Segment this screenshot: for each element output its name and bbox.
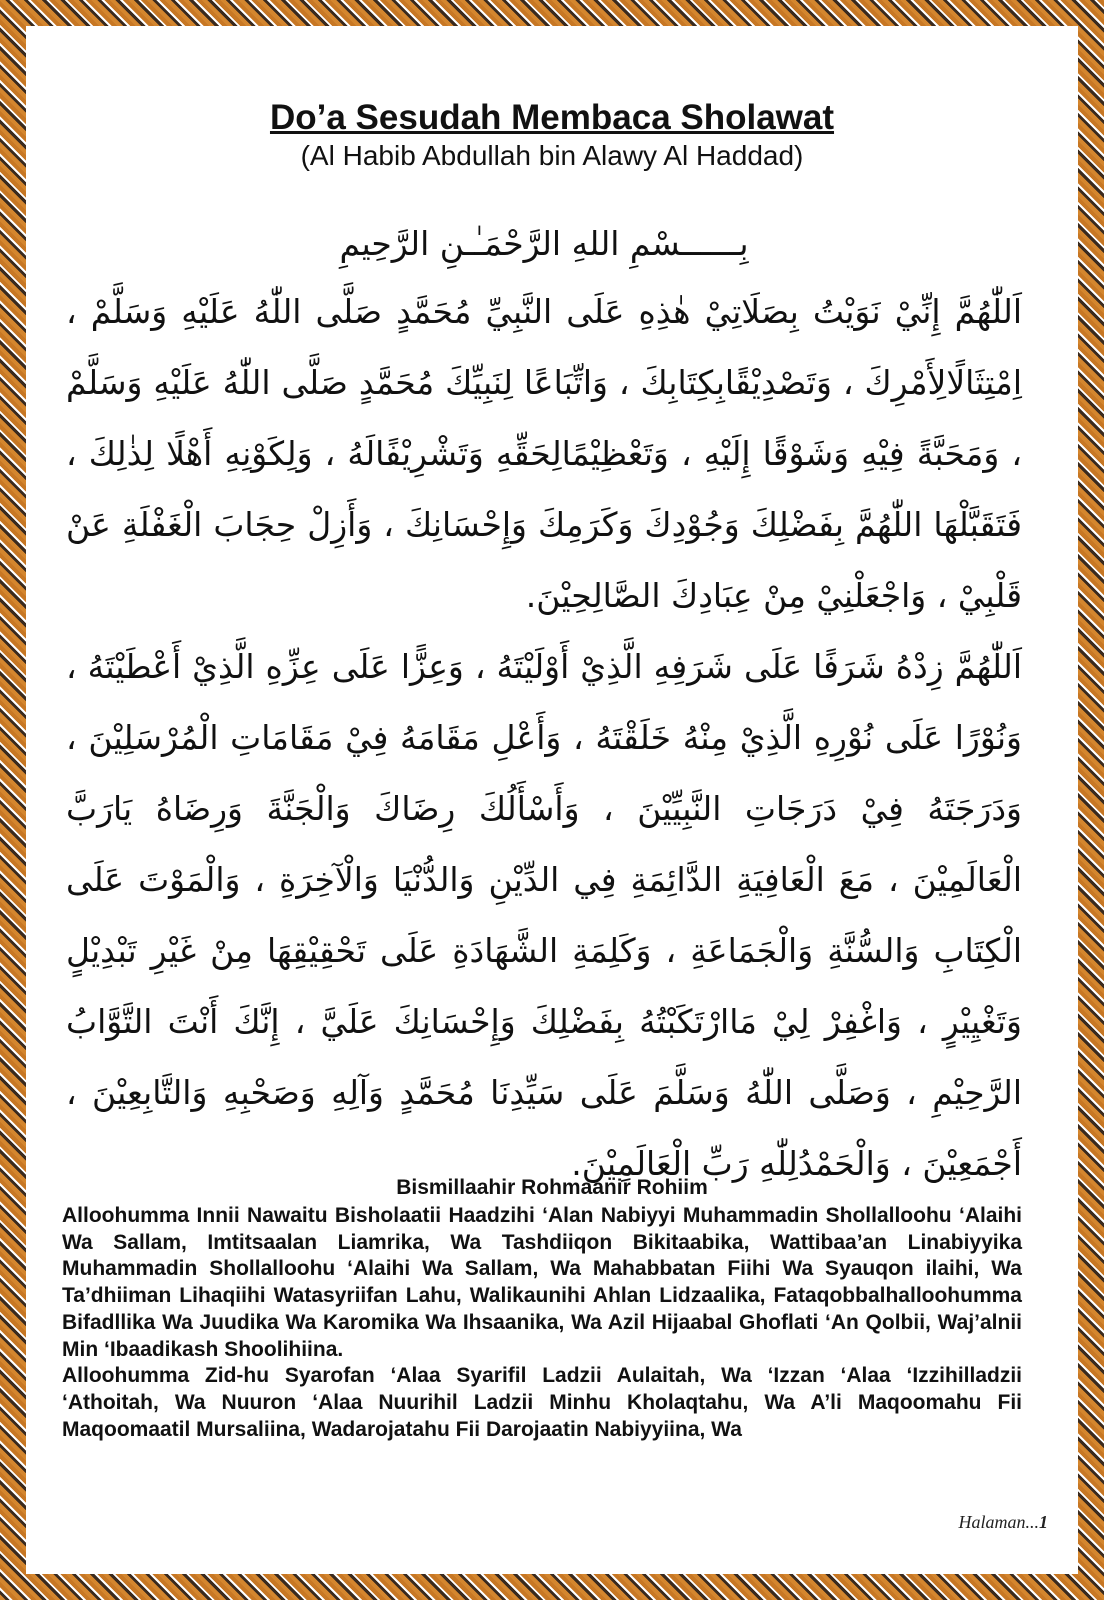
transliteration-block bbox=[62, 1203, 1022, 1443]
transliteration-paragraph-2: Alloohumma Zid-hu Syarofan ‘Alaa Syarifil Ladzii Aulaitah, Wa ‘Izzan ‘Alaa ‘Izzihilladzii ‘Athoitah, Wa Nuuron ‘Alaa Nuurihil Ladzii Minhu Kholaqtahu, Wa A’li Maqoomahu Fii Maqoomaatil Mursaliina, Wadarojatahu Fii Darojaatin Nabiyyiina, Wa bbox=[62, 1364, 1022, 1441]
transliteration-heading: Bismillaahir Rohmaanir Rohiim bbox=[396, 1176, 708, 1199]
page-footer bbox=[959, 1512, 1049, 1533]
page-title: Do’a Sesudah Membaca Sholawat bbox=[269, 98, 835, 137]
transliteration-paragraph-1: Alloohumma Innii Nawaitu Bisholaatii Haadzihi ‘Alan Nabiyyi Muhammadin Shollalloohu ‘Alaihi Wa Sallam, Imtitsaalan Liamrika, Wa Tashdiiqon Bikitaabika, Wattibaa’an Linabiyyika Muhammadin Shollalloohu ‘Alaihi Wa Sallam, Wa Mahabbatan Fiihi Wa Syauqon ilaihi, Wa Ta’dhiiman Lihaqiihi Watasyriifan Lahu, Walikaunihi Ahlan Lidzaalika, Fataqobbalhalloohumma Bifadllika Wa Juudika Wa Karomika Wa Ihsaanika, Wa Azil Hijaabal Ghoflati ‘An Qolbii, Waj’alnii Min ‘Ibaadikash Shoolihiina. bbox=[62, 1204, 1022, 1361]
arabic-paragraph-2: اَللّٰهُمَّ زِدْهُ شَرَفًا عَلَى شَرَفِهِ الَّذِيْ أَوْلَيْتَهُ ، وَعِزًّا عَلَى عِزِّهِ الَّذِيْ أَعْطَيْتَهُ ، وَنُوْرًا عَلَى نُوْرِهِ الَّذِيْ مِنْهُ خَلَقْتَهُ ، وَأَعْلِ مَقَامَهُ فِيْ مَقَامَاتِ الْمُرْسَلِيْنَ ، وَدَرَجَتَهُ فِيْ دَرَجَاتِ النَّبِيِّيْنَ ، وَأَسْأَلُكَ رِضَاكَ وَالْجَنَّةَ وَرِضَاهُ يَارَبَّ الْعَالَمِيْنَ ، مَعَ الْعَافِيَةِ الدَّائِمَةِ فِي الدِّيْنِ وَالدُّنْيَا وَالْآخِرَةِ ، وَالْمَوْتَ عَلَى الْكِتَابِ وَالسُّنَّةِ وَالْجَمَاعَةِ ، وَكَلِمَةِ الشَّهَادَةِ عَلَى تَحْقِيْقِهَا مِنْ غَيْرِ تَبْدِيْلٍ وَتَغْيِيْرٍ ، وَاغْفِرْ لِيْ مَاارْتَكَبْتُهُ بِفَضْلِكَ وَإِحْسَانِكَ عَلَيَّ ، إِنَّكَ أَنْتَ التَّوَّابُ الرَّحِيْمِ ، وَصَلَّى اللّٰهُ وَسَلَّمَ عَلَى سَيِّدِنَا مُحَمَّدٍ وَآلِهِ وَصَحْبِهِ وَالتَّابِعِيْنَ ، أَجْمَعِيْنَ ، وَالْحَمْدُلِلّٰهِ رَبِّ الْعَالَمِيْنَ. bbox=[66, 647, 1022, 1183]
arabic-paragraph-1: اَللّٰهُمَّ إِنِّيْ نَوَيْتُ بِصَلَاتِيْ هٰذِهِ عَلَى النَّبِيِّ مُحَمَّدٍ صَلَّى اللّٰهُ عَلَيْهِ وَسَلَّمْ ، اِمْتِثَالًالِأَمْرِكَ ، وَتَصْدِيْقًابِكِتَابِكَ ، وَاتِّبَاعًا لِنَبِيِّكَ مُحَمَّدٍ صَلَّى اللّٰهُ عَلَيْهِ وَسَلَّمْ ، وَمَحَبَّةً فِيْهِ وَشَوْقًا إِلَيْهِ ، وَتَعْظِيْمًالِحَقِّهِ وَتَشْرِيْفًالَهُ ، وَلِكَوْنِهِ أَهْلًا لِذٰلِكَ ، فَتَقَبَّلْهَا اللّٰهُمَّ بِفَضْلِكَ وَجُوْدِكَ وَكَرَمِكَ وَإِحْسَانِكَ ، وَأَزِلْ حِجَابَ الْغَفْلَةِ عَنْ قَلْبِيْ ، وَاجْعَلْنِيْ مِنْ عِبَادِكَ الصَّالِحِيْنَ. bbox=[66, 292, 1022, 615]
arabic-text-block bbox=[66, 212, 1022, 1199]
page-number: 1 bbox=[1039, 1512, 1048, 1532]
page-subtitle: (Al Habib Abdullah bin Alawy Al Haddad) bbox=[300, 140, 804, 171]
footer-label: Halaman bbox=[958, 1512, 1026, 1532]
footer-separator: ... bbox=[1025, 1512, 1039, 1532]
document-page bbox=[26, 26, 1078, 1574]
arabic-basmala: بِــــــسْمِ اللهِ الرَّحْمَـٰـنِ الرَّحِيمِ bbox=[339, 224, 749, 263]
